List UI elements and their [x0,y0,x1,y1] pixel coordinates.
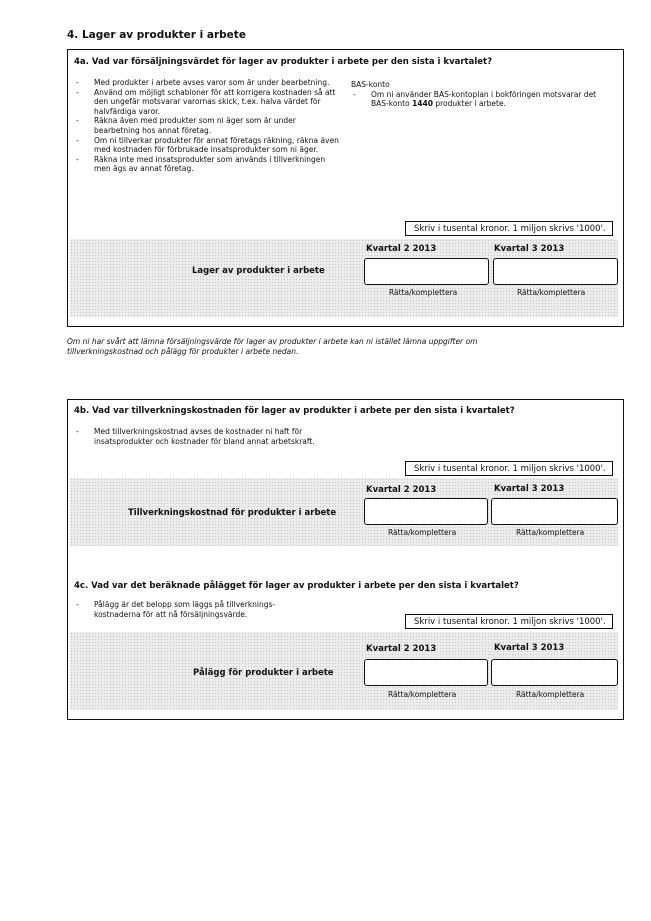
row-label: Pålägg för produkter i arbete [193,668,334,678]
question-4a-title: 4a. Vad var försäljningsvärdet för lager av produkter i arbete per den sista i kvartalet? [74,57,493,67]
list-item: - Med produkter i arbete avses varor som är under bearbetning. [76,78,330,87]
quarter-3-input[interactable] [491,659,618,686]
bas-konto-info: BAS-konto - Om ni använder BAS-kontoplan i bokföringen motsvarar det BAS-konto 1440 produkter i arbete. [351,80,613,109]
correct-link[interactable]: Rätta/komplettera [516,528,585,537]
quarter-3-heading: Kvartal 3 2013 [494,484,565,494]
list-item: - Räkna inte med insatsprodukter som används i tillverkningen men ägs av annat företag. [76,154,326,174]
list-item: - Pålägg är det belopp som läggs på tillverknings-kostnaderna för att nå försäljningsvärde. [76,600,276,619]
bas-konto-heading: BAS-konto [351,80,390,89]
list-item: - Använd om möjligt schabloner för att korrigera kostnaden så att den ungefär motsvarar varornas skick, t.ex. halva värdet för halvfärdiga varor. [76,87,336,116]
bas-konto-text-post: produkter i arbete. [432,99,506,109]
correct-link[interactable]: Rätta/komplettera [516,690,585,699]
bas-konto-account: 1440 [412,99,433,109]
section-title: 4. Lager av produkter i arbete [67,29,246,41]
quarter-3-input[interactable] [493,258,618,285]
list-item: - Om ni tillverkar produkter för annat företags räkning, räkna även med kostnaden för förbrukade insatsprodukter som ni äger. [76,135,339,155]
quarter-2-input[interactable] [364,498,488,525]
correct-link[interactable]: Rätta/komplettera [517,288,586,297]
list-item: - Räkna även med produkter som ni äger som är under bearbetning hos annat företag. [76,116,296,135]
question-4b-title: 4b. Vad var tillverkningskostnaden för lager av produkter i arbete per den sista i kvartalet? [74,406,515,416]
question-4c-title: 4c. Vad var det beräknade pålägget för lager av produkter i arbete per den sista i kvartalet? [74,581,519,591]
question-4b-bullets [72,427,320,446]
correct-link[interactable]: Rätta/komplettera [388,528,457,537]
question-4c-bullets [72,600,320,619]
row-label: Tillverkningskostnad för produkter i arbete [128,508,337,518]
quarter-2-heading: Kvartal 2 2013 [366,244,437,254]
correct-link[interactable]: Rätta/komplettera [389,288,458,297]
quarter-2-input[interactable] [364,258,489,285]
quarter-2-heading: Kvartal 2 2013 [366,485,437,495]
bas-konto-text-pre: Om ni använder BAS-kontoplan i bokföringen motsvarar det BAS-konto [371,89,597,109]
quarter-3-input[interactable] [491,498,618,525]
row-label: Lager av produkter i arbete [192,266,325,276]
quarter-3-heading: Kvartal 3 2013 [494,643,565,653]
quarter-2-input[interactable] [364,659,488,686]
alternative-note: Om ni har svårt att lämna försäljningsvärde för lager av produkter i arbete kan ni istället lämna uppgifter om tillverkningskostnad och pålägg för produkter i arbete nedan. [67,337,478,356]
question-4a-bullets [72,78,340,174]
unit-note: Skriv i tusental kronor. 1 miljon skrivs '1000'. [405,614,613,629]
correct-link[interactable]: Rätta/komplettera [388,690,457,699]
quarter-3-heading: Kvartal 3 2013 [494,244,565,254]
quarter-2-heading: Kvartal 2 2013 [366,644,437,654]
list-item: - Med tillverkningskostnad avses de kostnader ni haft för insatsprodukter och kostnader för bland annat arbetskraft. [76,427,315,446]
unit-note: Skriv i tusental kronor. 1 miljon skrivs '1000'. [405,461,613,476]
unit-note: Skriv i tusental kronor. 1 miljon skrivs '1000'. [405,221,613,236]
